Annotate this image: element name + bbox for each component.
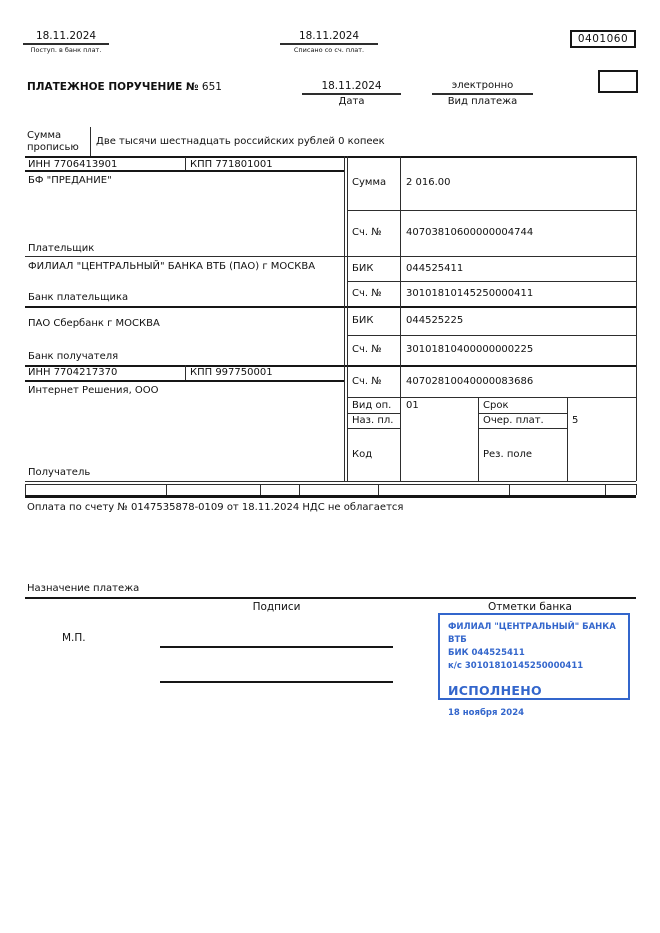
divider-line: [166, 484, 167, 495]
signatures-label: Подписи: [252, 601, 301, 613]
stamp-status: ИСПОЛНЕНО: [448, 683, 542, 698]
divider-line: [344, 156, 345, 481]
divider-line: [478, 428, 567, 429]
bank-stamp: [438, 613, 630, 718]
divider-line: [280, 43, 378, 45]
received-in-bank-date: 18.11.2024: [35, 30, 97, 42]
payee-account-label: Сч. №: [352, 376, 382, 387]
signature-line: [160, 646, 393, 648]
payer-bank-bik-value: 044525411: [406, 263, 464, 274]
document-title-text: ПЛАТЕЖНОЕ ПОРУЧЕНИЕ №: [27, 81, 199, 93]
divider-line: [25, 170, 344, 172]
payer-kpp: КПП 771801001: [190, 159, 273, 170]
stamp-bank-name: ФИЛИАЛ "ЦЕНТРАЛЬНЫЙ" БАНКА ВТБ: [448, 622, 616, 645]
divider-line: [509, 484, 510, 495]
payee-bank-account-label: Сч. №: [352, 344, 382, 355]
payee-kpp: КПП 997750001: [190, 367, 273, 378]
divider-line: [347, 281, 636, 282]
payer-label: Плательщик: [28, 243, 95, 254]
priority-label: Очер. плат.: [483, 415, 544, 426]
divider-line: [347, 156, 348, 481]
received-in-bank-label: Поступ. в банк плат.: [30, 46, 102, 54]
payee-label: Получатель: [28, 467, 91, 478]
payee-name: Интернет Решения, ООО: [28, 385, 159, 396]
op-type-value: 01: [406, 400, 419, 411]
term-label: Срок: [483, 400, 509, 411]
payer-account-value: 40703810600000004744: [406, 227, 534, 238]
payer-bank-account-value: 30101810145250000411: [406, 288, 534, 299]
payer-bank-bik-label: БИК: [352, 263, 374, 274]
payee-inn: ИНН 7704217370: [28, 367, 118, 378]
op-type-label: Вид оп.: [352, 400, 392, 411]
document-title: [27, 81, 222, 93]
payment-kind-value: электронно: [451, 80, 514, 91]
divider-line: [23, 43, 109, 45]
stamp-date: 18 ноября 2024: [448, 708, 525, 718]
divider-line: [260, 484, 261, 495]
amount-in-words-value: Две тысячи шестнадцать российских рублей 0 копеек: [96, 136, 385, 147]
divider-line: [347, 428, 400, 429]
payee-bank-account-value: 30101810400000000225: [406, 344, 534, 355]
form-code-box: [570, 30, 636, 48]
payment-kind-label: Вид платежа: [447, 96, 518, 107]
divider-line: [25, 484, 636, 485]
divider-line: [25, 495, 636, 498]
code-label: Код: [352, 449, 373, 460]
priority-value: 5: [572, 415, 579, 426]
empty-checkbox: [598, 70, 638, 93]
divider-line: [25, 256, 636, 257]
purpose-label: Назначение платежа: [27, 583, 140, 594]
divider-line: [25, 156, 636, 158]
payee-account-value: 40702810040000083686: [406, 376, 534, 387]
payer-bank-account-label: Сч. №: [352, 288, 382, 299]
divider-line: [185, 365, 186, 380]
divider-line: [25, 380, 344, 382]
divider-line: [302, 93, 401, 95]
divider-line: [347, 335, 636, 336]
divider-line: [567, 397, 568, 481]
bank-marks-label: Отметки банка: [488, 601, 572, 613]
document-date-label: Дата: [338, 96, 365, 107]
divider-line: [478, 413, 567, 414]
payee-bank-name: ПАО Сбербанк г МОСКВА: [28, 318, 160, 329]
payer-name: БФ "ПРЕДАНИЕ": [28, 175, 112, 186]
divider-line: [347, 210, 636, 211]
payer-inn: ИНН 7706413901: [28, 159, 118, 170]
divider-line: [25, 597, 636, 599]
amount-label: Сумма: [352, 177, 387, 188]
divider-line: [400, 156, 401, 481]
form-code: 0401060: [577, 33, 629, 45]
divider-line: [636, 156, 637, 481]
debited-from-account-date: 18.11.2024: [298, 30, 360, 42]
debited-from-account-label: Списано со сч. плат.: [293, 46, 365, 54]
divider-line: [25, 481, 636, 482]
signature-line: [160, 681, 393, 683]
divider-line: [25, 365, 636, 367]
document-date: 18.11.2024: [321, 80, 382, 92]
divider-line: [605, 484, 606, 495]
amount-value: 2 016.00: [406, 177, 451, 188]
mp-seal-label: М.П.: [62, 632, 86, 644]
document-number: 651: [201, 81, 222, 93]
stamp-bik: БИК 044525411: [448, 648, 525, 658]
divider-line: [185, 157, 186, 170]
payer-account-label: Сч. №: [352, 227, 382, 238]
purpose-text: Оплата по счету № 0147535878-0109 от 18.11.2024 НДС не облагается: [27, 502, 404, 513]
divider-line: [90, 127, 91, 156]
payee-bank-label: Банк получателя: [28, 351, 119, 362]
divider-line: [25, 306, 636, 308]
divider-line: [299, 484, 300, 495]
payer-bank-label: Банк плательщика: [28, 292, 129, 303]
divider-line: [347, 397, 636, 398]
stamp-corr-account: к/с 30101810145250000411: [448, 661, 584, 671]
divider-line: [25, 484, 26, 495]
payee-bank-bik-label: БИК: [352, 315, 374, 326]
divider-line: [432, 93, 533, 95]
divider-line: [378, 484, 379, 495]
payee-bank-bik-value: 044525225: [406, 315, 464, 326]
amount-in-words-label: Сумма прописью: [27, 130, 79, 153]
payer-bank-name: ФИЛИАЛ "ЦЕНТРАЛЬНЫЙ" БАНКА ВТБ (ПАО) г МОСКВА: [28, 261, 316, 272]
divider-line: [636, 484, 637, 495]
purpose-code-label: Наз. пл.: [352, 415, 394, 426]
reserve-field-label: Рез. поле: [483, 449, 533, 460]
divider-line: [478, 397, 479, 481]
divider-line: [347, 413, 400, 414]
